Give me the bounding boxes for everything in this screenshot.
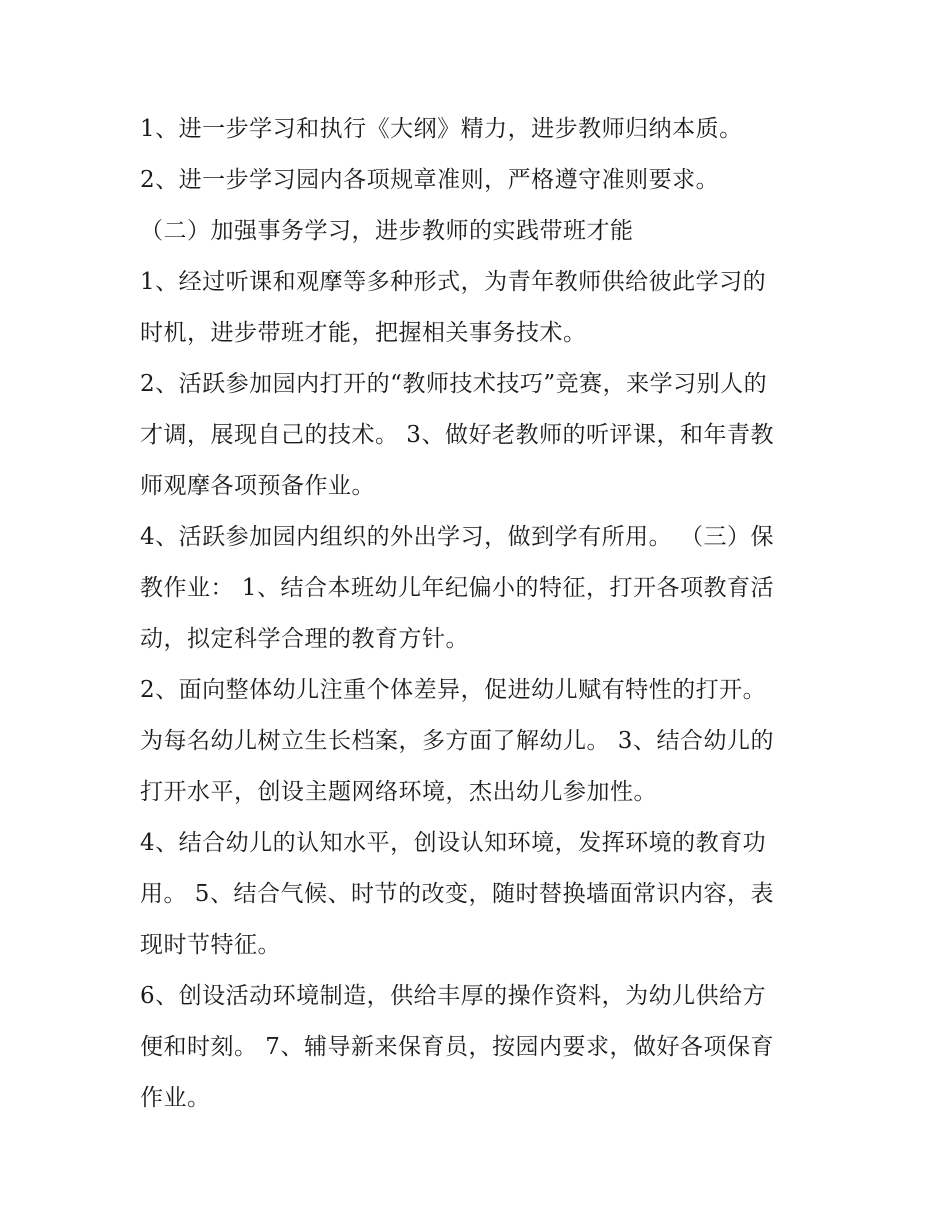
- text-line: 打开水平，创设主题网络环境，杰出幼儿参加性。: [140, 779, 657, 805]
- text-line: 动，拟定科学合理的教育方针。: [140, 626, 469, 652]
- text-line: 2、进一步学习园内各项规章准则，严格遵守准则要求。: [140, 167, 720, 193]
- text-line: 4、活跃参加园内组织的外出学习，做到学有所用。 （三）保: [140, 524, 774, 550]
- text-line: 便和时刻。 7、辅导新来保育员，按园内要求，做好各项保育: [140, 1034, 774, 1060]
- text-line: 2、活跃参加园内打开的“教师技术技巧”竞赛，来学习别人的: [140, 371, 768, 397]
- text-line: 2、面向整体幼儿注重个体差异，促进幼儿赋有特性的打开。: [140, 677, 767, 703]
- text-line: 教作业： 1、结合本班幼儿年纪偏小的特征，打开各项教育活: [140, 575, 774, 601]
- text-line: 才调，展现自己的技术。 3、做好老教师的听评课，和年青教: [140, 422, 774, 448]
- text-line: 6、创设活动环境制造，供给丰厚的操作资料，为幼儿供给方: [140, 983, 767, 1009]
- text-line: 现时节特征。: [140, 932, 281, 958]
- text-line: 作业。: [140, 1085, 211, 1111]
- text-line: 1、经过听课和观摩等多种形式，为青年教师供给彼此学习的: [140, 269, 767, 295]
- text-line: 4、结合幼儿的认知水平，创设认知环境，发挥环境的教育功: [140, 830, 767, 856]
- text-line: 为每名幼儿树立生长档案，多方面了解幼儿。 3、结合幼儿的: [140, 728, 774, 754]
- text-line: 用。 5、结合气候、时节的改变，随时替换墙面常识内容，表: [140, 881, 774, 907]
- text-line: 师观摩各项预备作业。: [140, 473, 375, 499]
- text-line: 1、进一步学习和执行《大纲》精力，进步教师归纳本质。: [140, 116, 743, 142]
- section-heading: （二）加强事务学习，进步教师的实践带班才能: [140, 218, 634, 244]
- text-line: 时机，进步带班才能，把握相关事务技术。: [140, 320, 587, 346]
- document-body: [140, 104, 820, 1124]
